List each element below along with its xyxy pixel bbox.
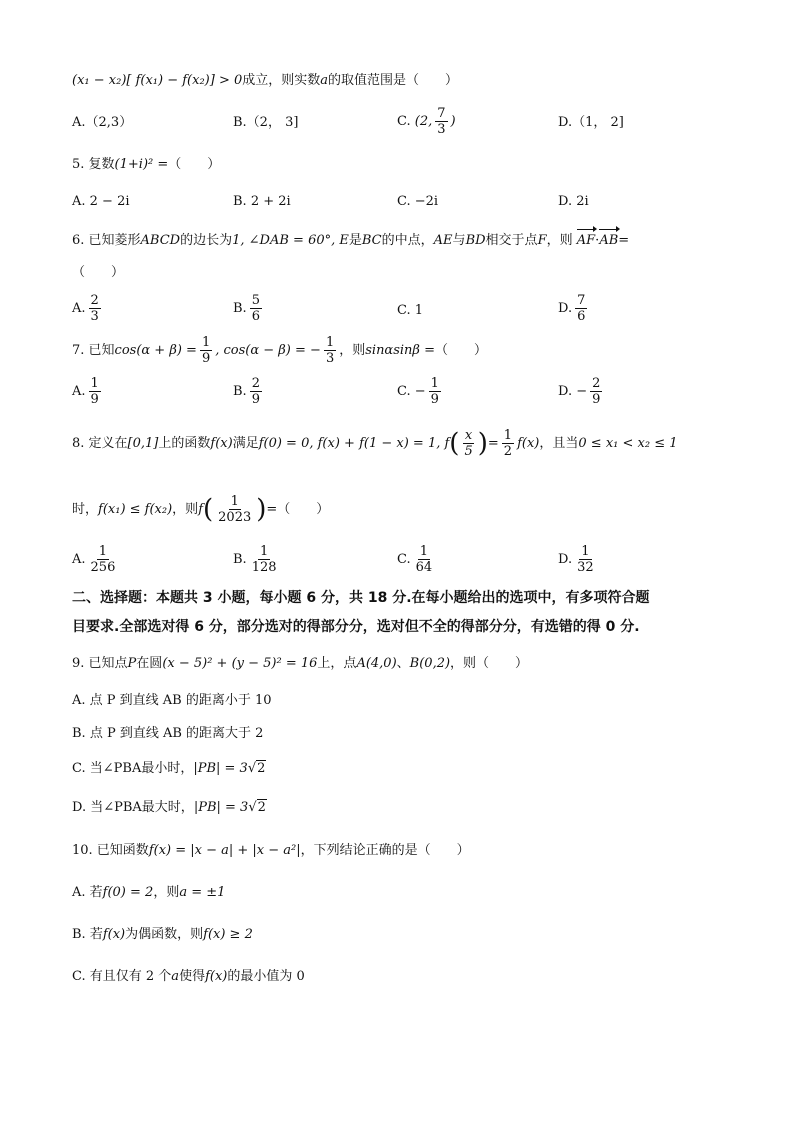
q8-option-a[interactable]: A. $\frac{1}{256}$ bbox=[72, 544, 116, 575]
q8-option-b[interactable]: B. $\frac{1}{128}$ bbox=[233, 544, 277, 575]
q10-stem: 10. 已知函数f(x) = |x − a| + |x − a²|，下列结论正确的是（ ） bbox=[72, 843, 470, 858]
vector-af: AF bbox=[576, 233, 596, 248]
q7-option-c[interactable]: C. − $\frac{1}{9}$ bbox=[397, 376, 439, 407]
q5-option-c[interactable]: C. −2i bbox=[397, 194, 439, 209]
q4-option-c[interactable]: C. (2, $\frac{7}{3}$ ) bbox=[397, 106, 456, 137]
q9-option-b[interactable]: B. 点 P 到直线 AB 的距离大于 2 bbox=[72, 726, 264, 741]
q6-option-d[interactable]: D. $\frac{7}{6}$ bbox=[558, 293, 586, 324]
q9-stem: 9. 已知点P在圆(x − 5)² + (y − 5)² = 16上，点A(4,0)、B(0,2)，则（ ） bbox=[72, 656, 529, 671]
q5-option-a[interactable]: A. 2 − 2i bbox=[72, 194, 130, 209]
section-2-heading-line1: 二、选择题：本题共 3 小题，每小题 6 分，共 18 分.在每小题给出的选项中，有多项符合题 bbox=[72, 590, 650, 606]
q7-option-a[interactable]: A. $\frac{1}{9}$ bbox=[72, 376, 99, 407]
q9-option-a[interactable]: A. 点 P 到直线 AB 的距离小于 10 bbox=[72, 693, 272, 708]
sqrt-symbol: √2 bbox=[247, 761, 266, 776]
q9-option-d[interactable]: D. 当∠PBA最大时，|PB| = 3√2 bbox=[72, 800, 266, 815]
q8-option-c[interactable]: C. $\frac{1}{64}$ bbox=[397, 544, 433, 575]
section-2-heading-line2: 目要求.全部选对得 6 分，部分选对的得部分分，选对但不全的得部分分，有选错的得 0 分. bbox=[72, 619, 640, 635]
vector-ab: AB bbox=[599, 233, 619, 248]
q6-option-c[interactable]: C. 1 bbox=[397, 303, 424, 318]
q8-stem: 8. 定义在[0,1]上的函数f(x)满足f(0) = 0, f(x) + f(1 − x) = 1, f( $\frac{x}{5}$ )= $\frac{1}{2}$ f(x)，且当0 ≤ x₁ < x₂ ≤ 1 bbox=[72, 428, 678, 459]
q10-option-a[interactable]: A. 若f(0) = 2，则a = ±1 bbox=[72, 885, 226, 900]
q5-option-b[interactable]: B. 2 + 2i bbox=[233, 194, 291, 209]
q9-option-c[interactable]: C. 当∠PBA最小时，|PB| = 3√2 bbox=[72, 761, 266, 776]
q7-stem: 7. 已知cos(α + β) = $\frac{1}{9}$ , cos(α − β) = − $\frac{1}{3}$ ，则sinαsinβ =（ ） bbox=[72, 335, 487, 366]
q4-option-b[interactable]: B.（2， 3] bbox=[233, 115, 299, 130]
q6-option-b[interactable]: B. $\frac{5}{6}$ bbox=[233, 293, 260, 324]
q4-stem: (x₁ − x₂)[ f(x₁) − f(x₂)] > 0成立，则实数a的取值范围是（ ） bbox=[72, 73, 459, 88]
q10-option-c[interactable]: C. 有且仅有 2 个a使得f(x)的最小值为 0 bbox=[72, 969, 305, 984]
q4-option-d[interactable]: D.（1， 2] bbox=[558, 115, 624, 130]
q5-option-d[interactable]: D. 2i bbox=[558, 194, 589, 209]
q6-stem: 6. 已知菱形ABCD的边长为1, ∠DAB = 60°, E是BC的中点，AE与BD相交于点F，则 AF·AB= bbox=[72, 233, 630, 248]
q5-stem: 5. 复数(1+i)² =（ ） bbox=[72, 157, 221, 172]
q6-paren: （ ） bbox=[72, 265, 125, 280]
q4-condition: (x₁ − x₂)[ f(x₁) − f(x₂)] > 0 bbox=[72, 73, 243, 88]
q4-option-a[interactable]: A.（2,3） bbox=[72, 115, 133, 130]
sqrt-symbol: √2 bbox=[248, 800, 266, 815]
q6-option-a[interactable]: A. $\frac{2}{3}$ bbox=[72, 293, 99, 324]
q7-option-b[interactable]: B. $\frac{2}{9}$ bbox=[233, 376, 260, 407]
q4-c-fraction: $\frac{7}{3}$ bbox=[437, 106, 446, 137]
q7-option-d[interactable]: D. − $\frac{2}{9}$ bbox=[558, 376, 601, 407]
q8-option-d[interactable]: D. $\frac{1}{32}$ bbox=[558, 544, 594, 575]
q8-line2: 时，f(x₁) ≤ f(x₂)，则f( $\frac{1}{2023}$ )=（ ） bbox=[72, 494, 330, 525]
q10-option-b[interactable]: B. 若f(x)为偶函数，则f(x) ≥ 2 bbox=[72, 927, 253, 942]
